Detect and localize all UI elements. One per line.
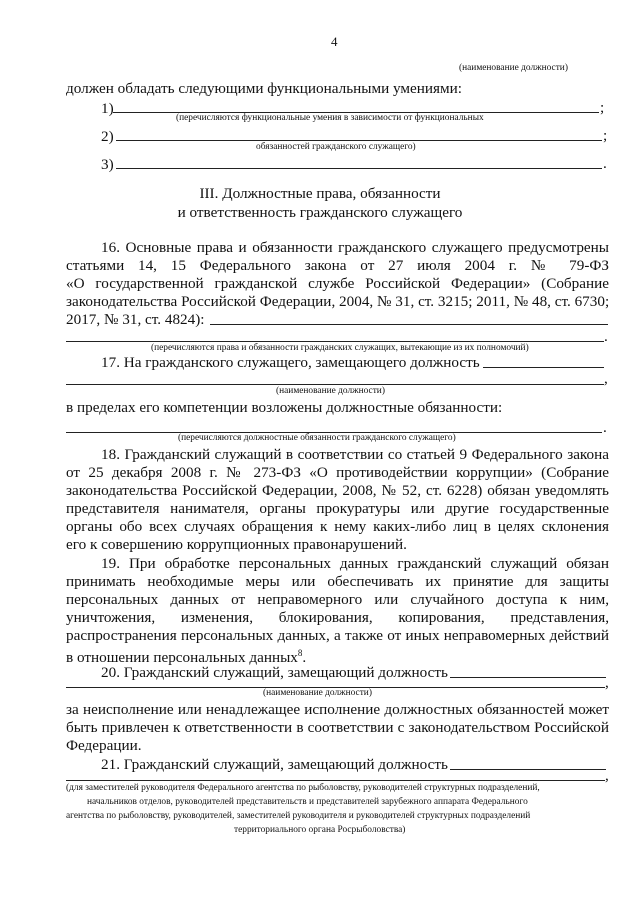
p19-line-1: 19. При обработке персональных данных гражданский служащий обязан	[101, 555, 609, 572]
fill-line-p20a	[450, 677, 606, 678]
list-item-3-num: 3)	[101, 156, 114, 173]
p19-line-2: принимать необходимые меры или обеспечивать их принятие для защиты	[66, 573, 609, 590]
list-item-2-end: ;	[603, 127, 608, 144]
p16-line-4: законодательства Российской Федерации, 2004, № 31, ст. 3215; 2011, № 48, ст. 6730;	[66, 293, 610, 310]
p18-line-1: 18. Гражданский служащий в соответствии со статьей 9 Федерального закона	[101, 446, 609, 463]
caption-position-17: (наименование должности)	[276, 386, 385, 396]
caption-p21-line-2: начальников отделов, руководителей представительств и представителей зарубежного аппарата Федерального	[87, 797, 528, 807]
p20-end: ,	[605, 674, 609, 691]
intro-line: должен обладать следующими функциональными умениями:	[66, 80, 462, 97]
fill-line-p16b	[66, 341, 604, 342]
list-item-3-end: .	[603, 155, 607, 172]
caption-position-20: (наименование должности)	[263, 688, 372, 698]
caption-position-top: (наименование должности)	[459, 63, 568, 73]
p16-line-1: 16. Основные права и обязанности гражданского служащего предусмотрены	[101, 239, 609, 256]
p16-line-5: 2017, № 31, ст. 4824):	[66, 311, 205, 328]
p17-end: ,	[604, 370, 608, 387]
p17-line-1: 17. На гражданского служащего, замещающего должность	[101, 354, 480, 371]
caption-skills-2: обязанностей гражданского служащего)	[256, 142, 416, 152]
section-title-line-1: III. Должностные права, обязанности	[199, 185, 441, 202]
p19-end: .	[302, 649, 307, 666]
p19-line-5: распространения персональных данных, а также от иных неправомерных действий	[66, 627, 609, 644]
p20-line-3: быть привлечен к ответственности в соответствии с законодательством Российской	[66, 719, 609, 736]
caption-p21-line-3: агентства по рыболовству, руководителей, заместителей руководителя и руководителей структурных подразделений	[66, 811, 531, 821]
p16-line-3: «О государственной гражданской службе Российской Федерации» (Собрание	[66, 275, 609, 292]
fill-line-3	[116, 168, 602, 169]
section-title-line-2: и ответственность гражданского служащего	[177, 204, 463, 221]
list-item-1-end: ;	[600, 99, 605, 116]
p19-line-6	[66, 645, 306, 666]
p17-line-2: в пределах его компетенции возложены должностные обязанности:	[66, 399, 503, 416]
p21-line-1: 21. Гражданский служащий, замещающий должность	[101, 756, 448, 773]
p21-end: ,	[605, 767, 609, 784]
fill-line-p17a	[483, 367, 604, 368]
caption-p21-line-1: (для заместителей руководителя Федерального агентства по рыболовству, руководителей структурных подразделений,	[66, 783, 540, 793]
p18-line-2: от 25 декабря 2008 г. № 273-ФЗ «О противодействии коррупции» (Собрание	[66, 464, 609, 481]
caption-rights: (перечисляются права и обязанности гражданских служащих, вытекающие из их полномочий)	[151, 343, 529, 353]
p18-line-4: представителя нанимателя, органы прокуратуры или другие государственные	[66, 500, 609, 517]
footnote-8: 8	[297, 648, 303, 658]
p17-end2: .	[603, 419, 607, 436]
caption-skills-1: (перечисляются функциональные умения в зависимости от функциональных	[176, 113, 484, 123]
fill-line-p21b	[66, 780, 605, 781]
p20-line-4: Федерации.	[66, 737, 142, 754]
p19-line-4: уничтожения, изменения, блокирования, копирования, представления,	[66, 609, 609, 626]
fill-line-p16a	[210, 324, 608, 325]
p19-line-6-text: в отношении персональных данных	[66, 649, 298, 666]
p18-line-5: органы обо всех случаях обращения к нему каких-либо лиц в целях склонения	[66, 518, 609, 535]
caption-p21-line-4: территориального органа Росрыболовства)	[234, 825, 406, 835]
p20-line-1: 20. Гражданский служащий, замещающий должность	[101, 664, 448, 681]
p16-end: .	[604, 328, 608, 345]
fill-line-p21a	[450, 769, 606, 770]
p16-line-2: статьями 14, 15 Федерального закона от 27 июля 2004 г. № 79-ФЗ	[66, 257, 609, 274]
p18-line-3: законодательства Российской Федерации, 2008, № 52, ст. 6228) обязан уведомлять	[66, 482, 609, 499]
p18-line-6: его к совершению коррупционных правонарушений.	[66, 536, 407, 553]
p20-line-2: за неисполнение или ненадлежащее исполнение должностных обязанностей может	[66, 701, 609, 718]
p19-line-3: персональных данных от неправомерного или случайного доступа к ним,	[66, 591, 609, 608]
caption-duties: (перечисляются должностные обязанности гражданского служащего)	[178, 433, 456, 443]
fill-line-2	[116, 140, 602, 141]
list-item-2-num: 2)	[101, 128, 114, 145]
fill-line-p17b	[66, 384, 604, 385]
list-item-1-num: 1)	[101, 100, 114, 117]
page-number: 4	[331, 34, 338, 49]
